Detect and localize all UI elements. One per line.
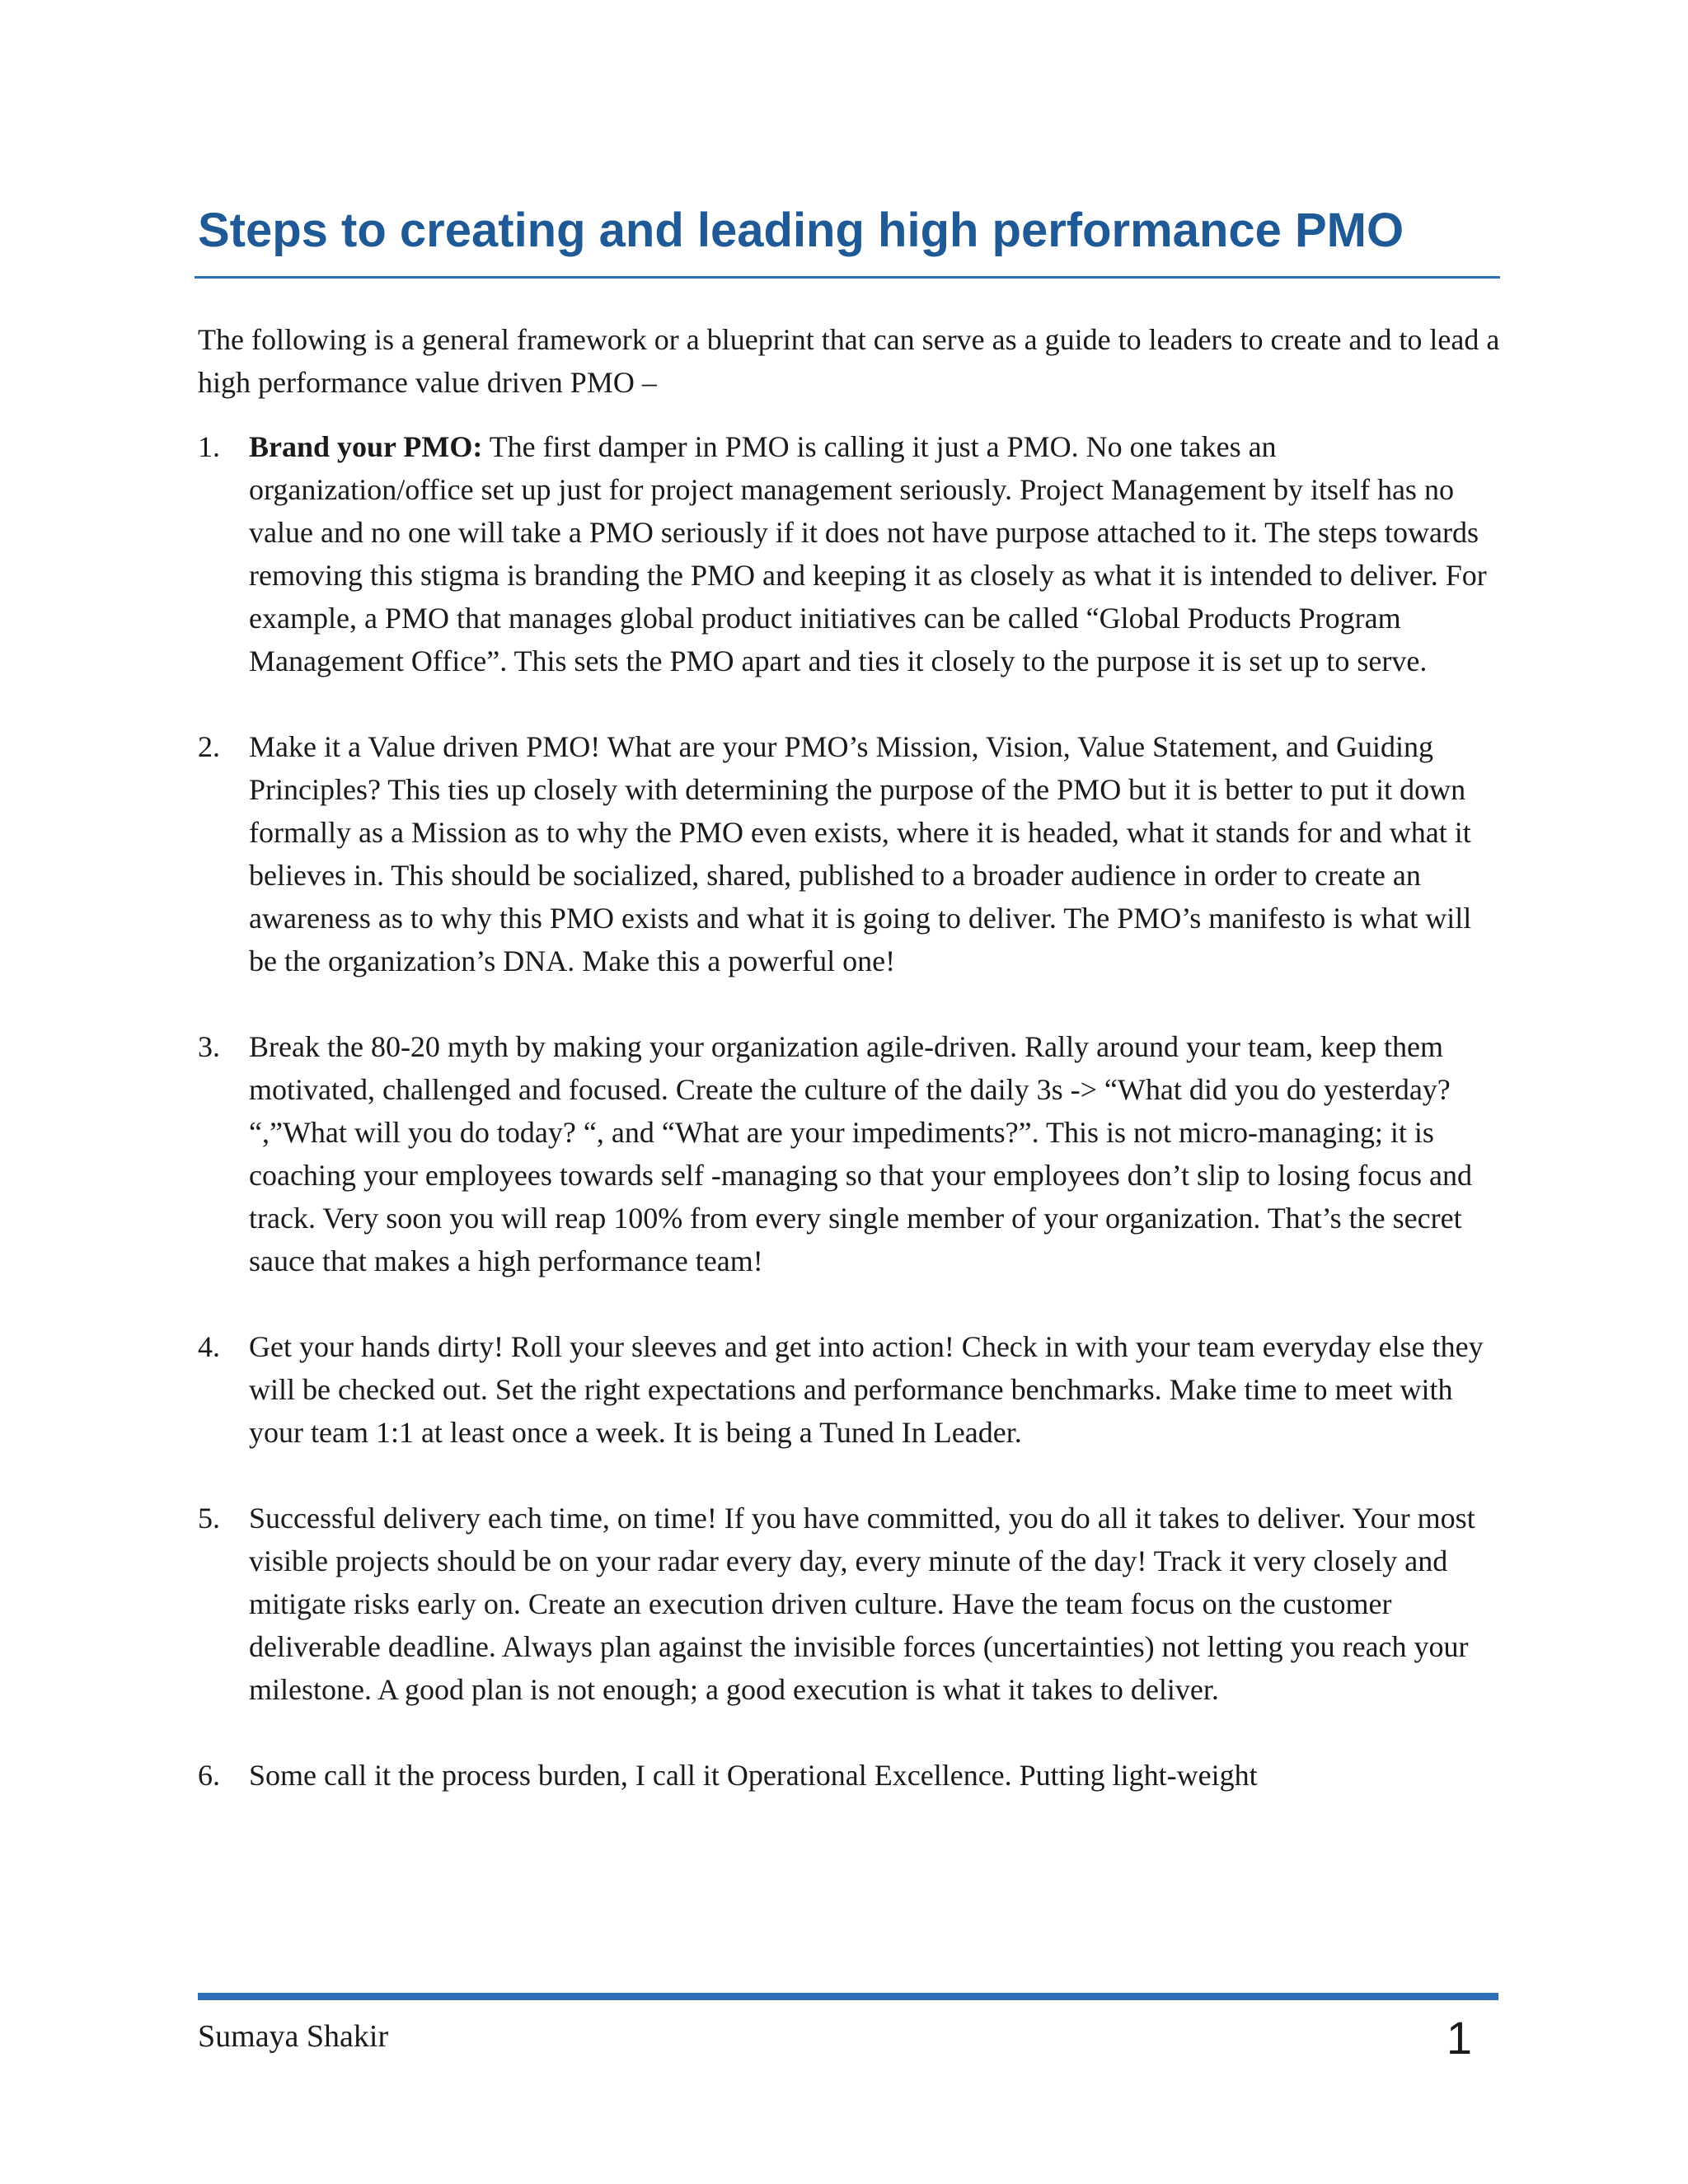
list-item-text: The first damper in PMO is calling it just a PMO. No one takes an organization/office set up just for project management seriously. Project Management by itself has no value and no one will take a PMO seriously if it does not have purpose attached to it. The steps towards removing this stigma is branding the PMO and keeping it as closely as what it is intended to deliver. For example, a PMO that manages global product initiatives can be called “Global Products Program Management Office”. This sets the PMO apart and ties it closely to the purpose it is set up to serve.: [249, 430, 1487, 677]
list-item-text: Break the 80-20 myth by making your organization agile-driven. Rally around your team, keep them motivated, challenged and focused. Create the culture of the daily 3s -> “What did you do yesterday? “,”What will you do today? “, and “What are your impediments?”. This is not micro-managing; it is coaching your employees towards self -managing so that your employees don’t slip to losing focus and track. Very soon you will reap 100% from every single member of your organization. That’s the secret sauce that makes a high performance team!: [249, 1030, 1473, 1277]
footer-author: Sumaya Shakir: [198, 2019, 389, 2054]
list-item-text: Successful delivery each time, on time! If you have committed, you do all it takes to deliver. Your most visible projects should be on your radar every day, every minute of the day! Track it very closely and mitigate risks early on. Create an execution driven culture. Have the team focus on the customer deliverable deadline. Always plan against the invisible forces (uncertainties) not letting you reach your milestone. A good plan is not enough; a good execution is what it takes to deliver.: [249, 1502, 1475, 1706]
list-item-heading: Brand your PMO:: [249, 430, 483, 463]
list-item: [198, 1754, 1500, 1797]
list-item: [198, 725, 1500, 982]
list-item-number: 3.: [198, 1030, 220, 1063]
list-item-number: 1.: [198, 430, 220, 463]
list-item-text: Some call it the process burden, I call it Operational Excellence. Putting light-weight: [249, 1759, 1258, 1792]
list-item-number: 2.: [198, 730, 220, 763]
page-title: Steps to creating and leading high performance PMO: [198, 204, 1404, 257]
list-item-text: Get your hands dirty! Roll your sleeves and get into action! Check in with your team everyday else they will be checked out. Set the right expectations and performance benchmarks. Make time to meet with your team 1:1 at least once a week. It is being a Tuned In Leader.: [249, 1330, 1484, 1449]
page-number: 1: [1446, 2012, 1472, 2064]
list-item: [198, 1497, 1500, 1711]
steps-list: [198, 425, 1500, 1840]
list-item-text: Make it a Value driven PMO! What are your PMO’s Mission, Vision, Value Statement, and Guiding Principles? This ties up closely with determining the purpose of the PMO but it is better to put it down formally as a Mission as to why the PMO even exists, where it is headed, what it stands for and what it believes in. This should be socialized, shared, published to a broader audience in order to create an awareness as to why this PMO exists and what it is going to deliver. The PMO’s manifesto is what will be the organization’s DNA. Make this a powerful one!: [249, 730, 1472, 977]
list-item: [198, 1325, 1500, 1454]
list-item-number: 5.: [198, 1502, 220, 1535]
footer-rule: [198, 1993, 1498, 2000]
list-item-number: 6.: [198, 1759, 220, 1792]
list-item: [198, 1025, 1500, 1282]
title-underline: [195, 276, 1500, 279]
intro-paragraph: The following is a general framework or a blueprint that can serve as a guide to leaders to create and to lead a high performance value driven PMO –: [198, 323, 1500, 399]
list-item: [198, 425, 1500, 682]
list-item-number: 4.: [198, 1330, 220, 1363]
